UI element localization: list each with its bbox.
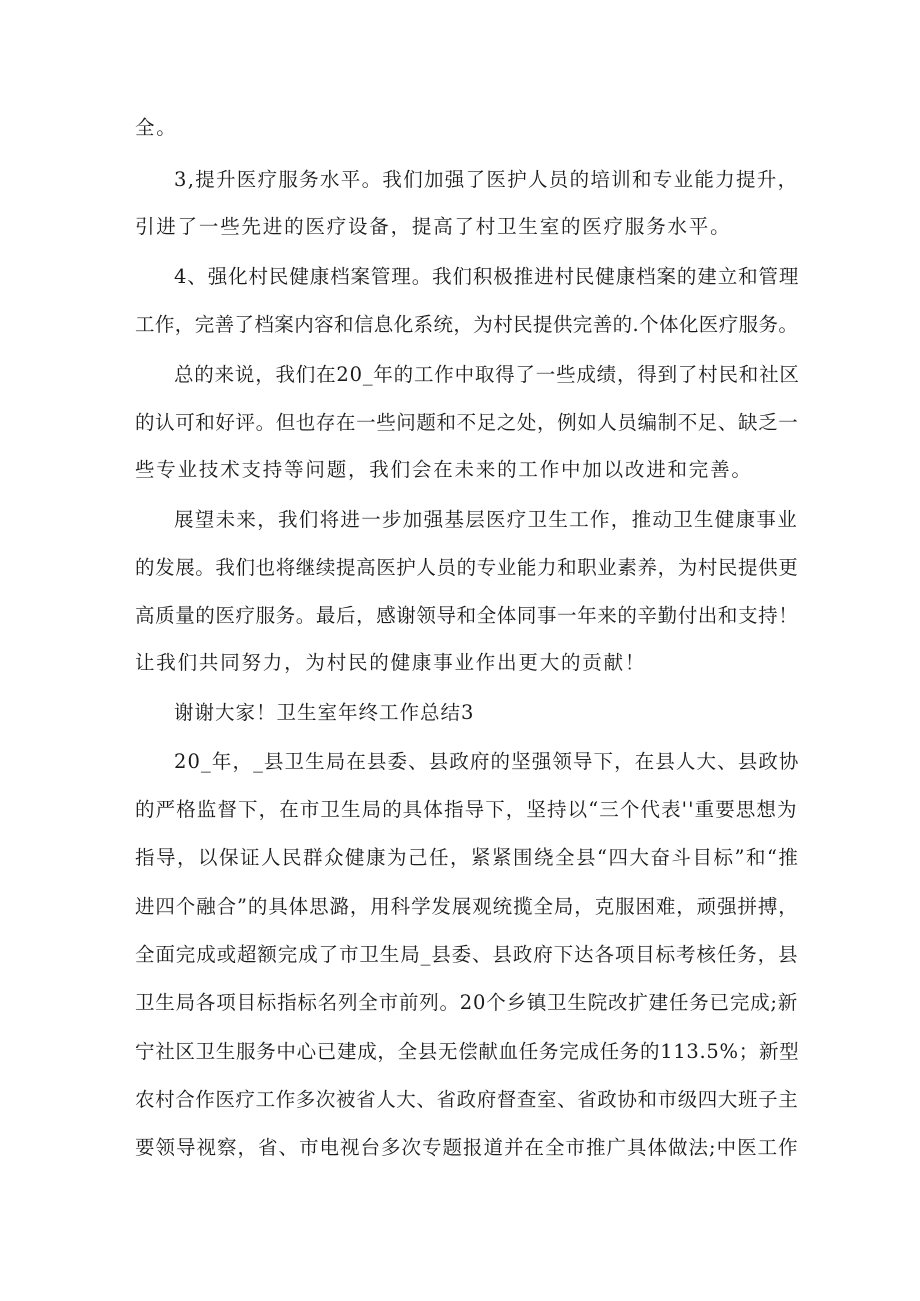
text-line-5: 工作，完善了档案内容和信息化系统，为村民提供完善的.个体化医疗服务。 <box>135 313 799 336</box>
text-line-9: 展望未来，我们将进一步加强基层医疗卫生工作，推动卫生健康事业 <box>174 508 799 531</box>
text-line-20: 宁社区卫生服务中心已建成，全县无偿献血任务完成任务的113.5%；新型 <box>135 1040 800 1063</box>
text-line-10: 的发展。我们也将继续提高医护人员的专业能力和职业素养，为村民提供更 <box>135 556 799 579</box>
text-line-14: 20_年，_县卫生局在县委、县政府的坚强领导下，在县人大、县政协 <box>174 750 800 773</box>
text-line-1: 全。 <box>135 116 178 139</box>
text-line-4: 4、强化村民健康档案管理。我们积极推进村民健康档案的建立和管理 <box>174 265 800 288</box>
text-line-16: 指导，以保证人民群众健康为己任，紧紧围绕全县“四大奋斗目标”和“推 <box>135 846 800 869</box>
text-line-19: 卫生局各项目标指标名列全市前列。20个乡镇卫生院改扩建任务已完成;新 <box>135 991 799 1014</box>
text-line-17: 进四个融合”的具体思潞，用科学发展观统揽全局，克服困难，顽强拼搏， <box>135 895 799 918</box>
text-line-18: 全面完成或超额完成了市卫生局_县委、县政府下达各项目标考核任务，县 <box>135 943 799 966</box>
text-line-6: 总的来说，我们在20_年的工作中取得了一些成绩，得到了村民和社区 <box>174 363 800 386</box>
text-line-15: 的严格监督下，在市卫生局的具体指导下，坚持以“三个代表''重要思想为 <box>135 798 798 821</box>
text-line-12: 让我们共同努力，为村民的健康事业作出更大的贡献！ <box>135 651 647 674</box>
text-line-8: 些专业技术支持等问题，我们会在未来的工作中加以改进和完善。 <box>135 458 753 481</box>
text-line-3: 引进了一些先进的医疗设备，提高了村卫生室的医疗服务水平。 <box>135 215 732 238</box>
text-line-22: 要领导视察，省、市电视台多次专题报道并在全市推广具体做法;中医工作 <box>135 1136 799 1159</box>
text-line-7: 的认可和好评。但也存在一些问题和不足之处，例如人员编制不足、缺乏一 <box>135 411 799 434</box>
text-line-21: 农村合作医疗工作多次被省人大、省政府督查室、省政协和市级四大班子主 <box>135 1088 799 1111</box>
text-line-2: 3,提升医疗服务水平。我们加强了医护人员的培训和专业能力提升， <box>174 168 799 191</box>
text-line-13: 谢谢大家！卫生室年终工作总结3 <box>174 701 475 724</box>
text-line-11: 高质量的医疗服务。最后，感谢领导和全体同事一年来的辛勤付出和支持！ <box>135 604 799 627</box>
